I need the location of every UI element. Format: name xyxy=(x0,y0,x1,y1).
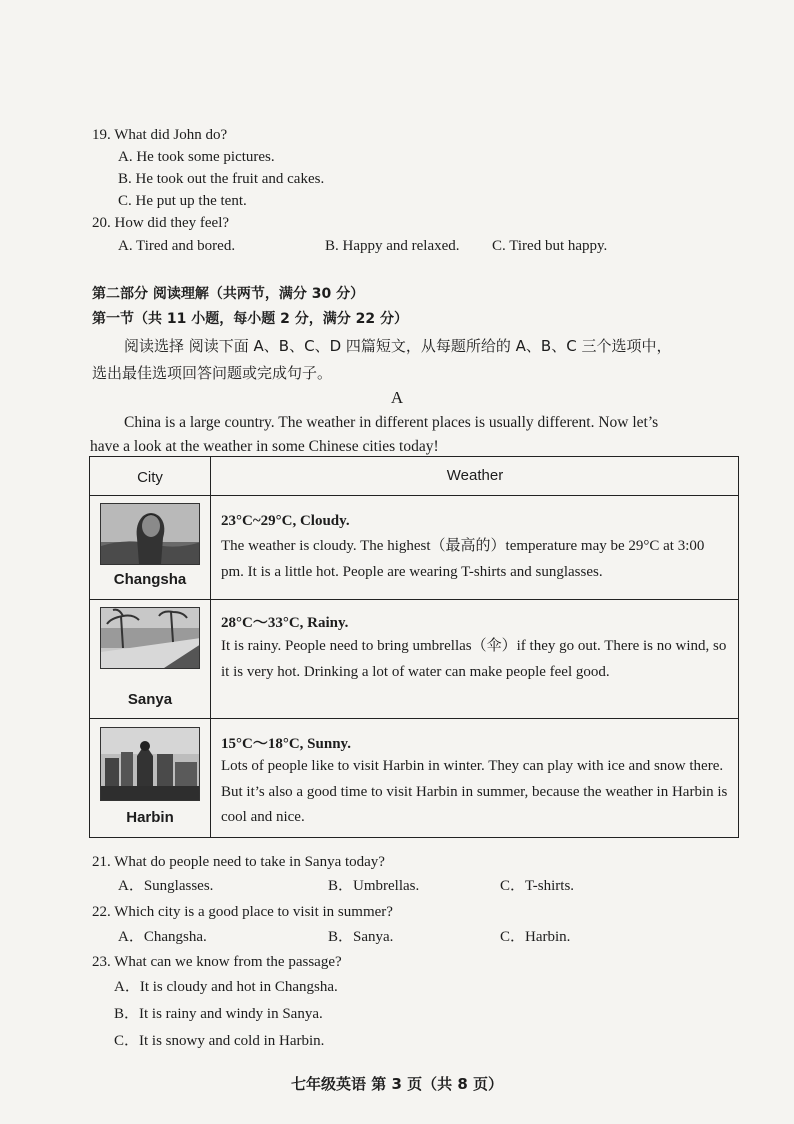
harbin-weather-text: Lots of people like to visit Harbin in winter. They can play with ice and snow there. But it’s also a good time to visit Harbin in summer, because the weather in Harbin is cool and nice. xyxy=(221,758,728,825)
question-20-option-a: A. Tired and bored. xyxy=(118,238,236,254)
sanya-photo xyxy=(100,607,200,669)
question-23-option-c: C．It is snowy and cold in Harbin. xyxy=(114,1033,325,1049)
question-20-option-b: B. Happy and relaxed. xyxy=(325,238,460,254)
table-header-divider xyxy=(90,495,738,496)
question-21-option-b: B．Umbrellas. xyxy=(328,878,420,894)
question-21-stem: 21. What do people need to take in Sanya today? xyxy=(92,854,385,870)
question-23-option-b: B．It is rainy and windy in Sanya. xyxy=(114,1006,323,1022)
table-header-city: City xyxy=(137,469,163,486)
changsha-weather-text: The weather is cloudy. The highest（最高的）temperature may be 29°C at 3:00 pm. It is a little hot. People are wearing T-shirts and sunglasses. xyxy=(221,538,705,580)
question-20-stem: 20. How did they feel? xyxy=(92,215,230,231)
question-22-option-b: B．Sanya. xyxy=(328,929,394,945)
question-22-option-c: C．Harbin. xyxy=(500,929,571,945)
passage-intro-line-2: have a look at the weather in some Chinese cities today! xyxy=(90,438,439,455)
question-22-option-a: A．Changsha. xyxy=(118,929,207,945)
part-title: 第二部分 阅读理解（共两节，满分 30 分） xyxy=(92,286,365,302)
question-19-option-a: A. He took some pictures. xyxy=(118,149,275,165)
instruction-line-1: 阅读选择 阅读下面 A、B、C、D 四篇短文，从每题所给的 A、B、C 三个选项中， xyxy=(124,337,672,355)
weather-table xyxy=(89,456,739,838)
question-23-option-a: A．It is cloudy and hot in Changsha. xyxy=(114,979,338,995)
sanya-weather-title: 28°C～33°C, Rainy. xyxy=(221,615,349,631)
table-row-divider xyxy=(90,599,738,600)
sub-section-title: 第一节（共 11 小题，每小题 2 分，满分 22 分） xyxy=(92,311,408,327)
instruction-line-2: 选出最佳选项回答问题或完成句子。 xyxy=(92,364,333,382)
changsha-weather-title: 23°C~29°C, Cloudy. xyxy=(221,513,350,529)
table-column-divider xyxy=(210,457,211,837)
passage-letter: A xyxy=(390,388,404,407)
question-21-option-a: A．Sunglasses. xyxy=(118,878,214,894)
question-19-option-c: C. He put up the tent. xyxy=(118,193,247,209)
question-19-stem: 19. What did John do? xyxy=(92,127,228,143)
question-22-stem: 22. Which city is a good place to visit in summer? xyxy=(92,904,393,920)
question-21-option-c: C．T-shirts. xyxy=(500,878,575,894)
question-19-option-b: B. He took out the fruit and cakes. xyxy=(118,171,325,187)
table-header-weather: Weather xyxy=(446,467,504,484)
city-name-sanya: Sanya xyxy=(127,691,173,708)
harbin-photo xyxy=(100,727,200,801)
page-footer: 七年级英语 第 3 页（共 8 页） xyxy=(291,1075,503,1093)
table-row-divider xyxy=(90,718,738,719)
changsha-photo xyxy=(100,503,200,565)
sanya-weather-text: It is rainy. People need to bring umbrellas（伞）if they go out. There is no wind, so it is very hot. Drinking a lot of water can make people feel good. xyxy=(221,638,727,680)
passage-intro-line-1: China is a large country. The weather in different places is usually different. Now let’s xyxy=(124,414,659,431)
harbin-weather-title: 15°C～18°C, Sunny. xyxy=(221,736,351,752)
question-20-option-c: C. Tired but happy. xyxy=(492,238,608,254)
city-name-changsha: Changsha xyxy=(113,571,187,588)
question-23-stem: 23. What can we know from the passage? xyxy=(92,954,342,970)
city-name-harbin: Harbin xyxy=(126,809,174,826)
